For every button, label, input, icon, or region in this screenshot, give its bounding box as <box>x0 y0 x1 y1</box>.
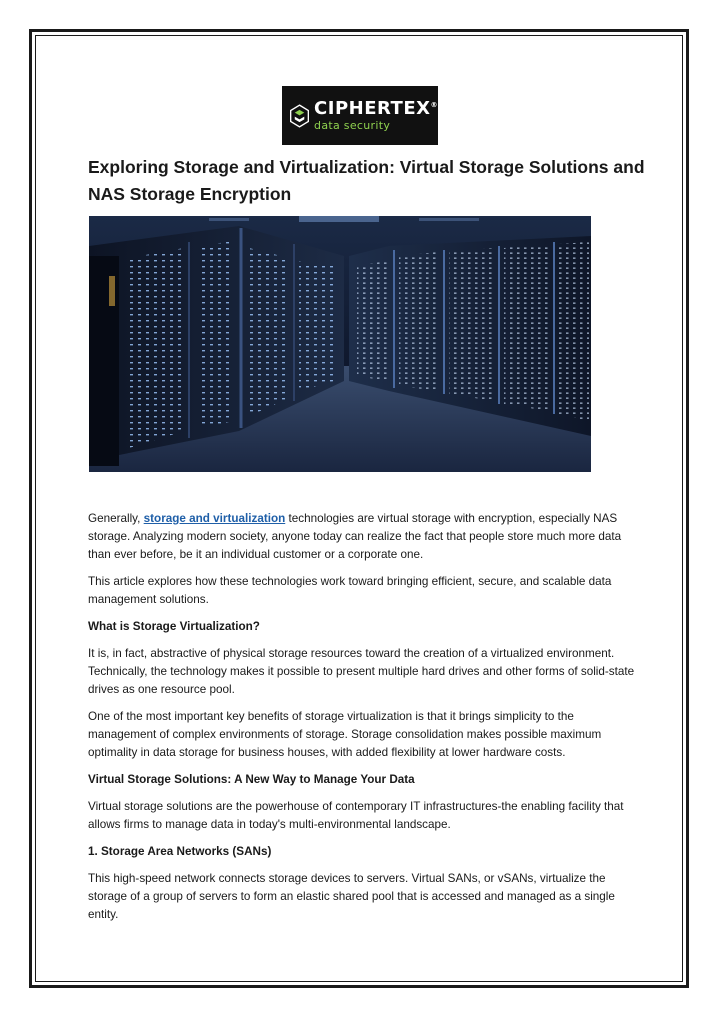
paragraph-3: It is, in fact, abstractive of physical storage resources toward the creation of a virtualized environment. Technically, the technology makes it possible to present multiple hard drives and other forms of solid-state drives as one resource pool. <box>88 647 635 696</box>
article-body <box>88 510 643 933</box>
heading-what-is-storage-virtualization: What is Storage Virtualization? <box>88 620 260 633</box>
paragraph-6: This high-speed network connects storage devices to servers. Virtual SANs, or vSANs, virtualize the storage of a group of servers to form an elastic shared pool that is accessed and managed as a single entity. <box>88 872 615 921</box>
server-racks-illustration <box>89 216 591 472</box>
logo-tagline: data security <box>314 119 391 132</box>
intro-paragraph: Generally, storage and virtualization technologies are virtual storage with encryption, especially NAS storage. Analyzing modern society, anyone today can realize the fact that people store much more data than ever before, be it an individual customer or a corporate one. <box>88 512 622 561</box>
heading-virtual-storage-solutions: Virtual Storage Solutions: A New Way to Manage Your Data <box>88 773 415 786</box>
logo-registered-mark: ® <box>430 101 438 109</box>
ciphertex-logo <box>282 86 438 145</box>
server-racks-image <box>89 216 591 472</box>
logo-wordmark: CIPHERTEX <box>314 98 431 119</box>
paragraph-5: Virtual storage solutions are the powerhouse of contemporary IT infrastructures-the enabling facility that allows firms to manage data in today's multi-environmental landscape. <box>88 800 624 831</box>
paragraph-4: One of the most important key benefits of storage virtualization is that it brings simplicity to the management of complex environments of storage. Storage consolidation makes possible maximum optimality in data storage for business houses, with added flexibility at lower hardware costs. <box>88 710 602 759</box>
heading-storage-area-networks: 1. Storage Area Networks (SANs) <box>88 845 272 858</box>
article-title: Exploring Storage and Virtualization: Virtual Storage Solutions and NAS Storage Encryption <box>88 157 645 204</box>
ciphertex-logo-icon <box>290 99 309 133</box>
paragraph-2: This article explores how these technologies work toward bringing efficient, secure, and scalable data management solutions. <box>88 575 612 606</box>
storage-virtualization-link[interactable]: storage and virtualization <box>143 512 286 525</box>
